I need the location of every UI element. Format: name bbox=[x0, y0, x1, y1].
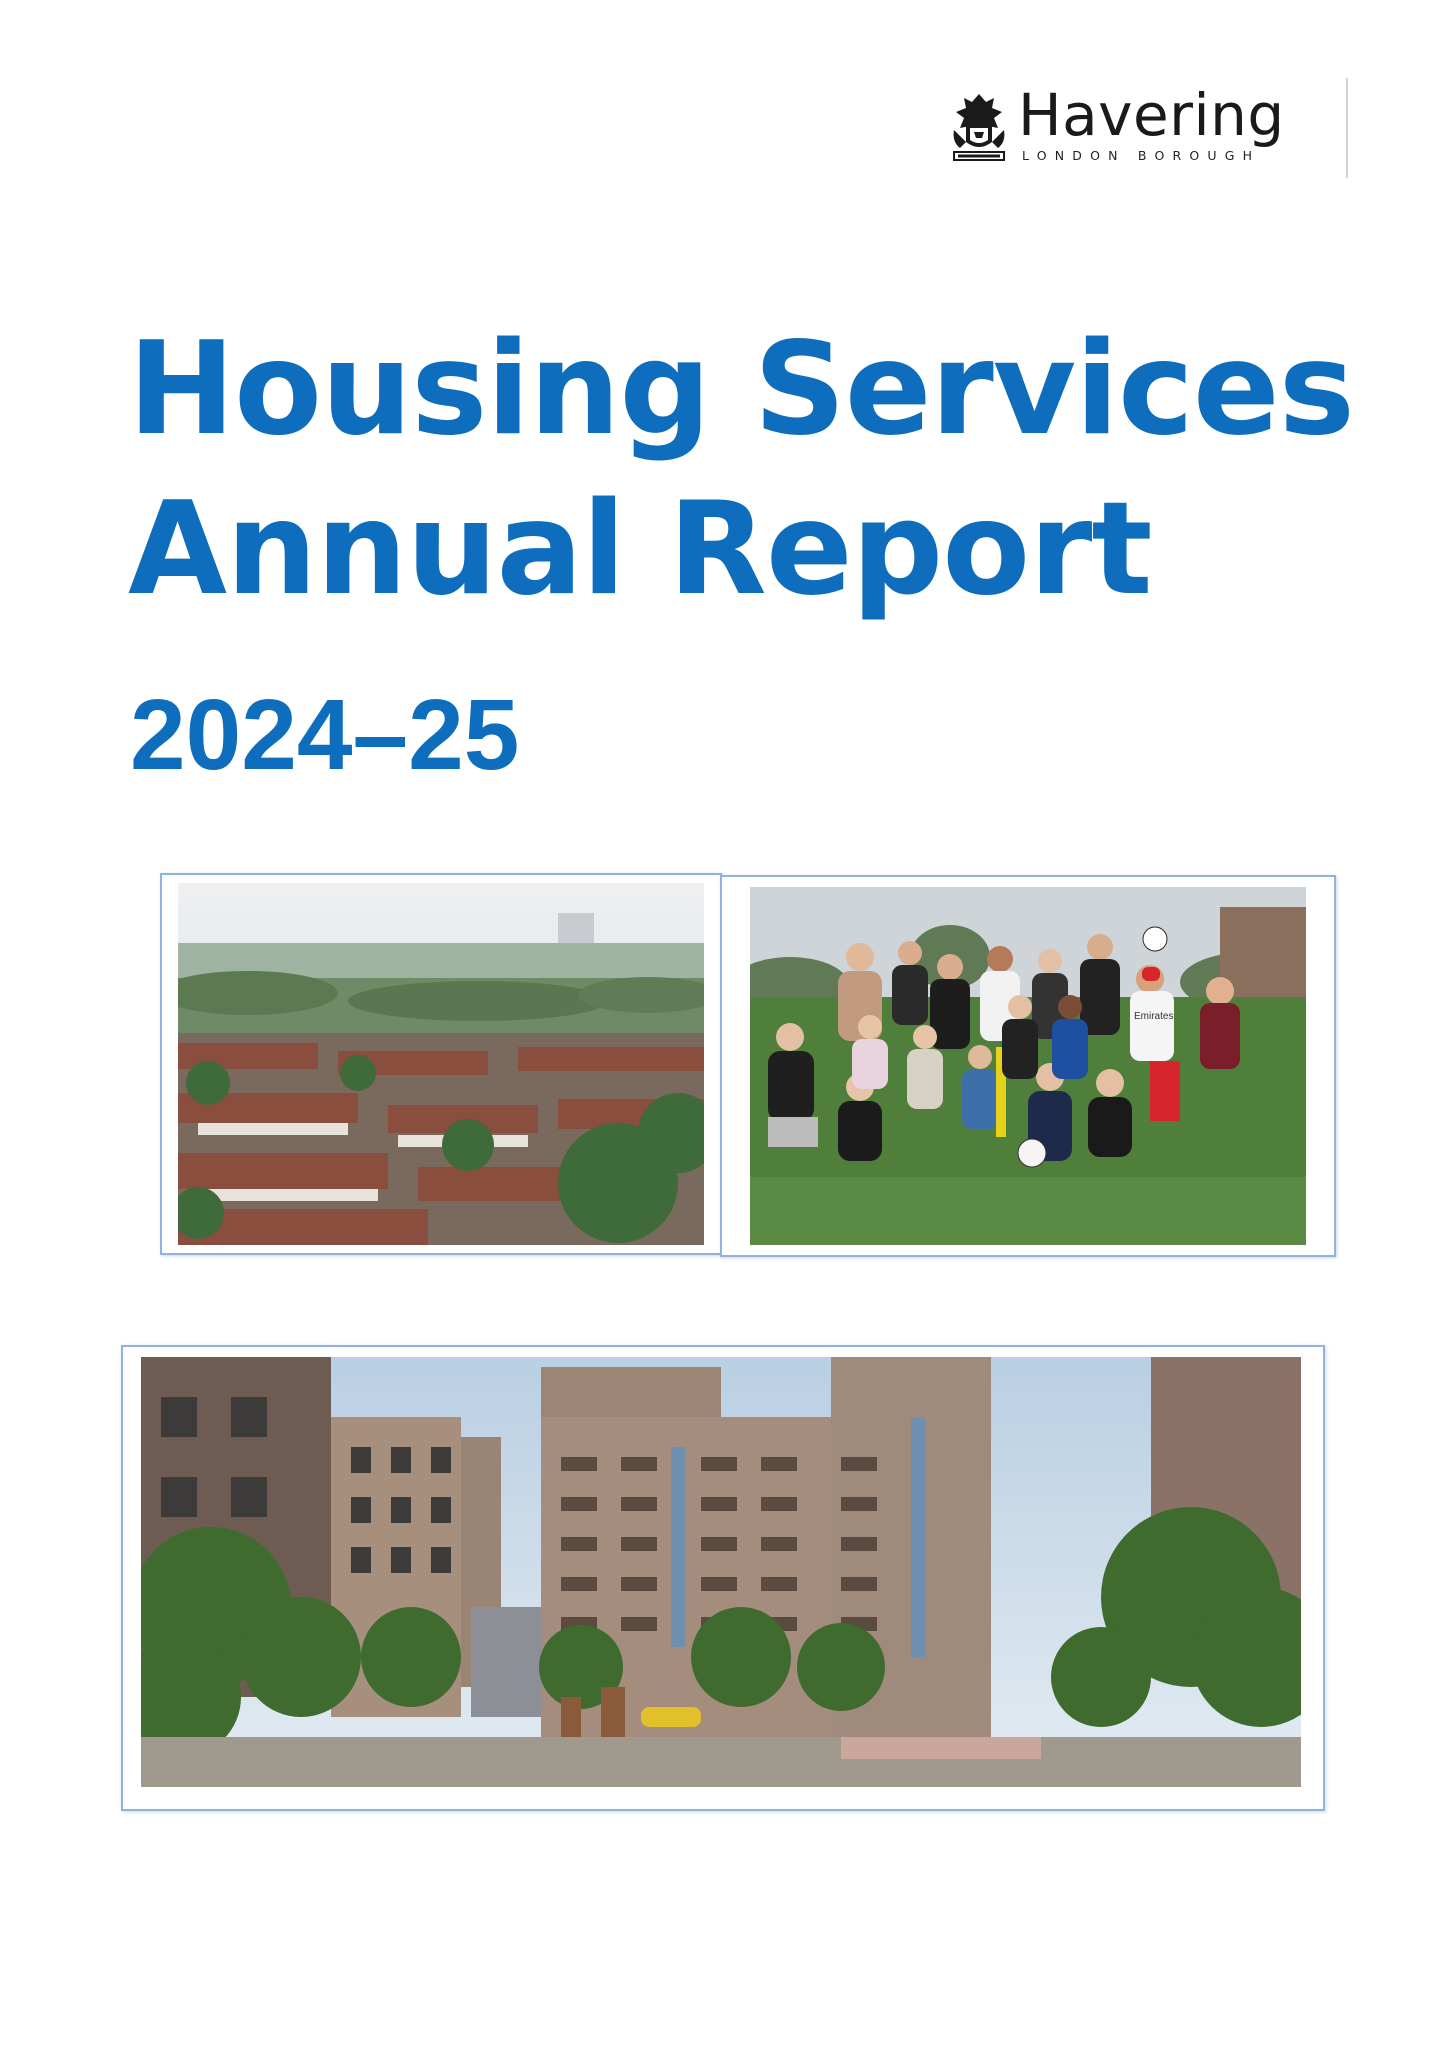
logo-name: Havering bbox=[1018, 81, 1285, 149]
suburb-aerial-photo bbox=[160, 873, 722, 1255]
estate-development-image bbox=[141, 1357, 1301, 1787]
report-title bbox=[128, 310, 1354, 630]
report-title-line-2: Annual Report bbox=[128, 475, 1152, 624]
report-title-line-1: Housing Services bbox=[128, 315, 1354, 464]
header-divider bbox=[1346, 78, 1348, 178]
estate-development-photo bbox=[121, 1345, 1325, 1811]
havering-logo bbox=[948, 81, 1288, 178]
logo-subtitle: LONDON BOROUGH bbox=[1022, 148, 1261, 163]
report-year: 2024–25 bbox=[130, 679, 520, 791]
crest-icon bbox=[948, 90, 1010, 166]
community-group-image bbox=[750, 887, 1306, 1245]
shirt-sponsor-text: Emirates bbox=[1134, 1011, 1174, 1022]
suburb-aerial-image bbox=[178, 883, 704, 1245]
community-group-photo bbox=[720, 875, 1336, 1257]
